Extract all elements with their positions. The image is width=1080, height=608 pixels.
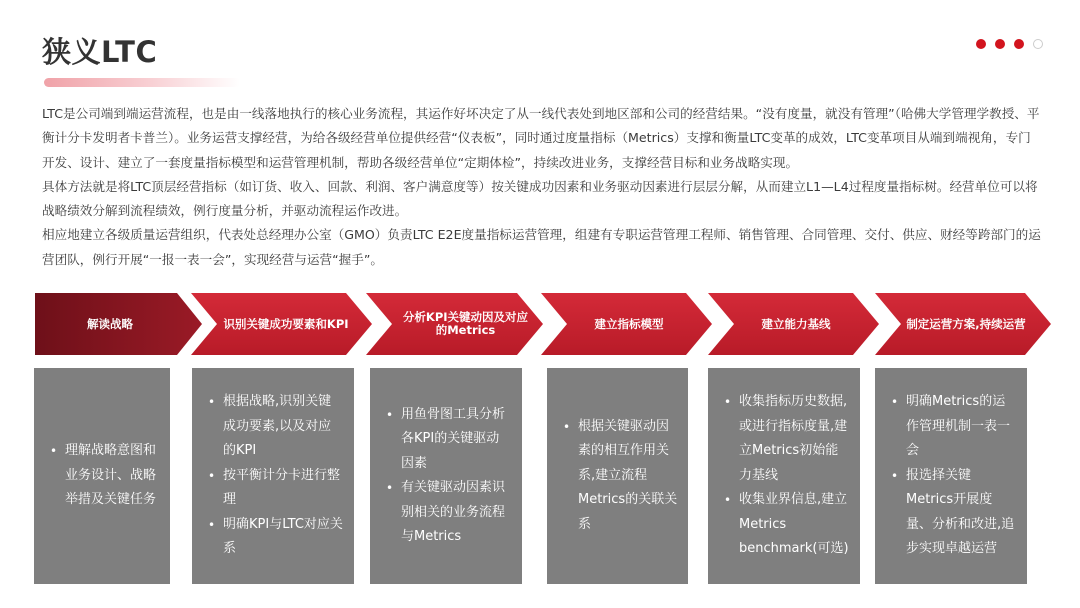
bullet-item: • 根据战略,识别关键成功要素,以及对应的KPI xyxy=(208,390,344,464)
indicator-dot xyxy=(995,39,1005,49)
intro-paragraph: LTC是公司端到端运营流程，也是由一线落地执行的核心业务流程，其运作好坏决定了从一线代表处到地区部和公司的经营结果。“没有度量，就没有管理”（哈佛大学管理学教授、平衡计分卡发明者卡普兰）。业务运营支撑经营，为给各级经营单位提供经营“仪表板”，同时通过度量指标（Metrics）支撑和衡量LTC变革的成效，LTC变革项目从端到端视角，专门开发、设计、建立了一套度量指标模型和运营管理机制，帮助各级经营单位“定期体检”，持续改进业务，支撑经营目标和业务战略实现。 xyxy=(42,106,1040,170)
step-label: 建立能力基线 xyxy=(761,316,831,331)
indicator-dot xyxy=(1014,39,1024,49)
bullet-item: • 报选择关键Metrics开展度量、分析和改进,追步实现卓越运营 xyxy=(891,464,1017,562)
bullet-item: • 明确KPI与LTC对应关系 xyxy=(208,513,344,562)
intro-paragraph: 具体方法就是将LTC顶层经营指标（如订货、收入、回款、利润、客户满意度等）按关键成功因素和业务驱动因素进行层层分解，从而建立L1—L4过程度量指标树。经营单位可以将战略绩效分解到流程绩效，例行度量分析，并驱动流程运作改进。 xyxy=(42,178,1038,219)
step-detail-box xyxy=(192,368,354,584)
bullet-item: • 按平衡计分卡进行整理 xyxy=(208,464,344,513)
step-label: 分析KPI关键动因及对应的Metrics xyxy=(402,310,529,337)
step-detail-box xyxy=(708,368,860,584)
bullet-item: • 收集业界信息,建立Metrics benchmark(可选) xyxy=(724,488,850,562)
indicator-dot xyxy=(1033,39,1043,49)
step-detail-box xyxy=(370,368,522,584)
process-steps xyxy=(0,293,1080,355)
page-title: 狭义LTC xyxy=(42,35,158,69)
intro-paragraph: 相应地建立各级质量运营组织，代表处总经理办公室（GMO）负责LTC E2E度量指标运营管理，组建有专职运营管理工程师、销售管理、合同管理、交付、供应、财经等跨部门的运营团队，例行开展“一报一表一会”，实现经营与运营“握手”。 xyxy=(42,227,1041,267)
step-detail-box xyxy=(34,368,170,584)
step-detail-box xyxy=(875,368,1027,584)
bullet-item: • 根据关键驱动因素的相互作用关系,建立流程Metrics的关联关系 xyxy=(563,415,678,538)
bullet-item: • 有关键驱动因素识别相关的业务流程与Metrics xyxy=(386,476,512,550)
title-underline xyxy=(44,78,240,87)
bullet-item: • 明确Metrics的运作管理机制一表一会 xyxy=(891,390,1017,464)
step-label: 解读战略 xyxy=(87,316,133,331)
step-label: 制定运营方案,持续运营 xyxy=(906,316,1026,331)
intro-text xyxy=(42,102,1042,272)
step-label: 建立指标模型 xyxy=(594,316,664,331)
indicator-dot xyxy=(976,39,986,49)
bullet-item: • 理解战略意图和业务设计、战略举措及关键任务 xyxy=(50,439,160,513)
bullet-item: • 收集指标历史数据,或进行指标度量,建立Metrics初始能力基线 xyxy=(724,390,850,488)
step-detail-box xyxy=(547,368,688,584)
bullet-item: • 用鱼骨图工具分析各KPI的关键驱动因素 xyxy=(386,403,512,477)
page-indicator xyxy=(976,39,1043,49)
step-label: 识别关键成功要素和KPI xyxy=(223,316,349,331)
